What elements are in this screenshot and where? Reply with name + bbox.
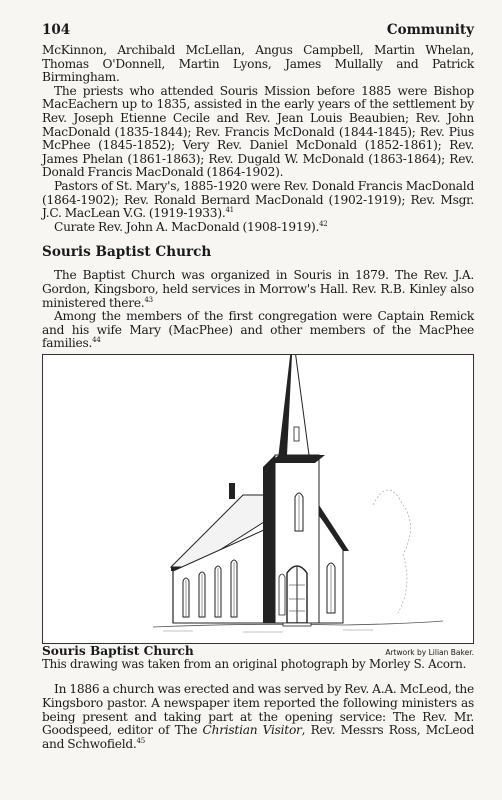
paragraph-parishioners: McKinnon, Archibald McLellan, Angus Campbell, Martin Whelan, Thomas O'Donnell, Martin Lyons, James Mullally and Patrick Birmingham.: [42, 43, 474, 85]
section-heading: Souris Baptist Church: [42, 244, 212, 261]
paragraph-priests: The priests who attended Souris Mission before 1885 were Bishop MacEachern up to 1835, assisted in the early years of the settlement by Rev. Joseph Etienne Cecile and Rev. Jean Louis Beaubien; Rev. John MacDonald (1835-1844); Rev. Francis McDonald (1844-1845); Rev. Pius McPhee (1845-1852); Very Rev. Daniel McDonald (1852-1861); Rev. James Phelan (1861-1863); Rev. Dugald W. McDonald (1863-1864); Rev. Donald Francis MacDonald (1864-1902).: [42, 83, 474, 180]
erected-text-a: In 1886 a church was erected and was served by Rev. A.A. McLeod, the Kingsboro pastor. A newspaper item reported the following ministers as being present and taking part at the opening service: The Rev. Mr. Goodspeed, editor of The: [42, 682, 474, 738]
paragraph-pastors: [42, 180, 474, 221]
footnote-ref-45: 45: [136, 736, 145, 745]
footnote-ref-41: 41: [225, 206, 234, 215]
footnote-ref-43: 43: [144, 295, 153, 304]
curate-text: Curate Rev. John A. MacDonald (1908-1919).: [54, 219, 320, 234]
pastors-text: Pastors of St. Mary's, 1885-1920 were Rev. Donald Francis MacDonald (1864-1902); Rev. Ronald Bernard MacDonald (1902-1919); Rev. Msgr. J.C. MacLean V.G. (1919-1933).: [42, 178, 474, 221]
caption-row: [42, 644, 474, 658]
paragraph-baptist-organized: [42, 269, 474, 310]
paragraph-congregation: [42, 310, 474, 351]
publication-title: Christian Visitor: [202, 723, 302, 738]
baptist-text: The Baptist Church was organized in Souris in 1879. The Rev. J.A. Gordon, Kingsboro, held services in Morrow's Hall. Rev. R.B. Kinley also ministered there.: [42, 268, 474, 310]
section-title: Community: [386, 22, 474, 38]
paragraph-church-erected: [42, 683, 474, 751]
church-illustration: [42, 354, 474, 644]
congregation-text: Among the members of the first congregation were Captain Remick and his wife Mary (MacPhee) and other members of the MacPhee families.: [42, 309, 474, 351]
caption-title: Souris Baptist Church: [42, 643, 194, 658]
page: [42, 22, 474, 751]
artwork-credit: Artwork by Lilian Baker.: [385, 647, 474, 657]
church-drawing-icon: [43, 355, 475, 643]
paragraph-curate: [42, 221, 474, 235]
page-number: 104: [42, 22, 71, 38]
page-header: [42, 22, 474, 44]
erected-text-b: , Rev. Messrs Ross, McLeod and Schwofield.: [42, 723, 474, 751]
footnote-ref-42: 42: [319, 219, 328, 228]
caption-text: This drawing was taken from an original photograph by Morley S. Acorn.: [42, 656, 467, 671]
footnote-ref-44: 44: [92, 336, 101, 345]
